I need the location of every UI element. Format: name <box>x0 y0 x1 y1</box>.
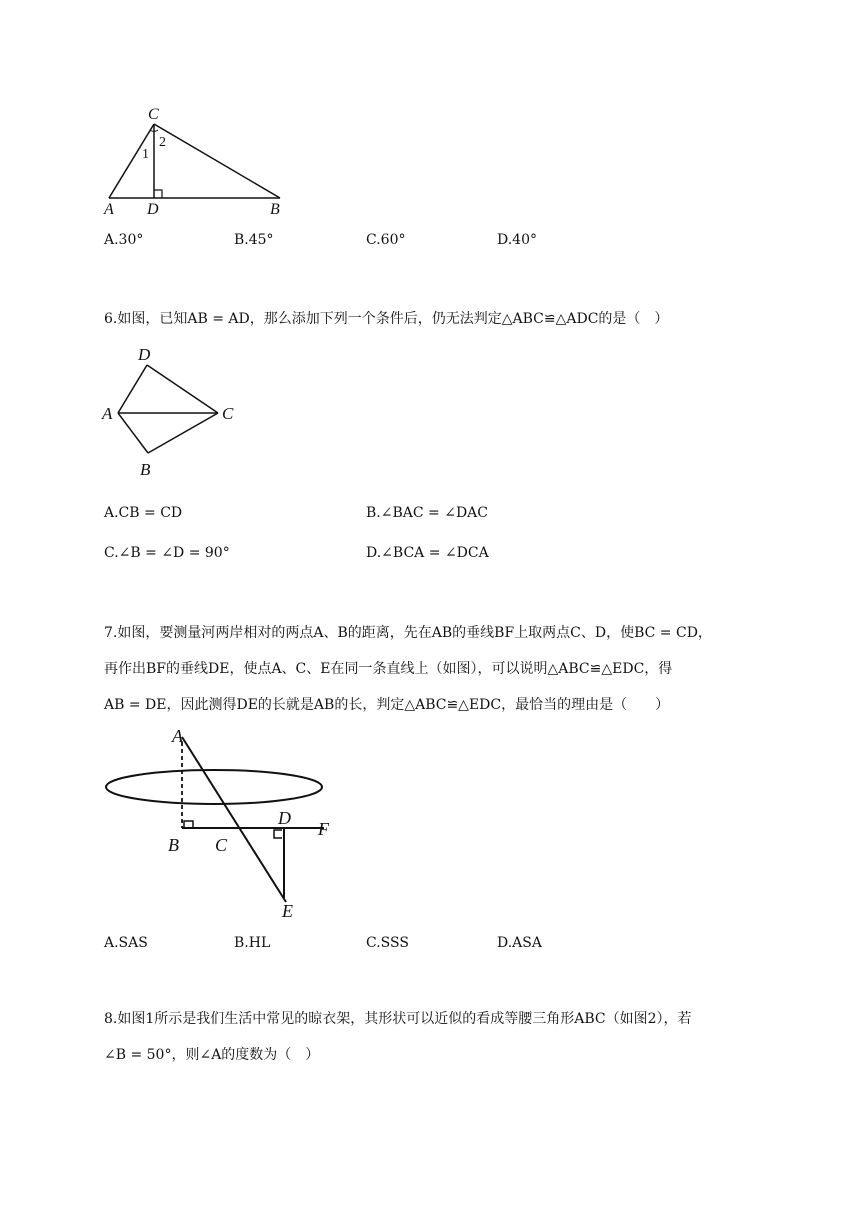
river-figure-q7 <box>98 720 348 925</box>
q6-option-b[interactable]: B.∠BAC = ∠DAC <box>366 505 488 521</box>
point-label-c: C <box>215 835 228 855</box>
q5-option-b[interactable]: B.45° <box>234 232 274 248</box>
point-label-a: A <box>172 726 183 746</box>
triangle-figure-q5 <box>98 100 298 220</box>
q6-stem: 6.如图，已知AB = AD，那么添加下列一个条件后，仍无法判定△ABC≌△ADC的是（ ） <box>104 311 669 327</box>
vertex-label-c: C <box>222 404 234 423</box>
vertex-label-d: D <box>138 345 151 364</box>
vertex-label-a: A <box>102 404 113 423</box>
point-label-d: D <box>278 808 291 828</box>
vertex-label-c: C <box>148 106 159 123</box>
point-label-b: B <box>168 835 179 855</box>
q7-stem-line-3: AB = DE，因此测得DE的长就是AB的长，判定△ABC≌△EDC，最恰当的理由是（ ） <box>104 697 670 713</box>
point-label-e: E <box>282 901 293 921</box>
q7-stem-line-2: 再作出BF的垂线DE，使点A、C、E在同一条直线上（如图），可以说明△ABC≌△EDC，得 <box>104 661 673 677</box>
q6-option-d[interactable]: D.∠BCA = ∠DCA <box>366 545 489 561</box>
q7-stem-line-1: 7.如图，要测量河两岸相对的两点A、B的距离，先在AB的垂线BF上取两点C、D，使BC = CD， <box>104 625 712 641</box>
q7-option-b[interactable]: B.HL <box>234 935 271 951</box>
vertex-label-a: A <box>104 201 114 218</box>
q5-option-c[interactable]: C.60° <box>366 232 406 248</box>
q7-option-c[interactable]: C.SSS <box>366 935 409 951</box>
q8-stem-line-2: ∠B = 50°，则∠A的度数为（ ） <box>104 1047 320 1063</box>
angle-label-2: 2 <box>159 135 166 150</box>
kite-figure-q6 <box>98 340 248 485</box>
q6-option-c[interactable]: C.∠B = ∠D = 90° <box>104 545 230 561</box>
q5-option-a[interactable]: A.30° <box>104 232 144 248</box>
vertex-label-d: D <box>147 201 159 218</box>
q5-option-d[interactable]: D.40° <box>497 232 537 248</box>
angle-label-1: 1 <box>142 147 149 162</box>
q6-option-a[interactable]: A.CB = CD <box>104 505 183 521</box>
q8-stem-line-1: 8.如图1所示是我们生活中常见的晾衣架，其形状可以近似的看成等腰三角形ABC（如图2），若 <box>104 1011 692 1027</box>
q7-option-a[interactable]: A.SAS <box>104 935 148 951</box>
q7-option-d[interactable]: D.ASA <box>497 935 542 951</box>
point-label-f: F <box>318 819 329 839</box>
vertex-label-b: B <box>270 201 280 218</box>
vertex-label-b: B <box>140 460 151 479</box>
